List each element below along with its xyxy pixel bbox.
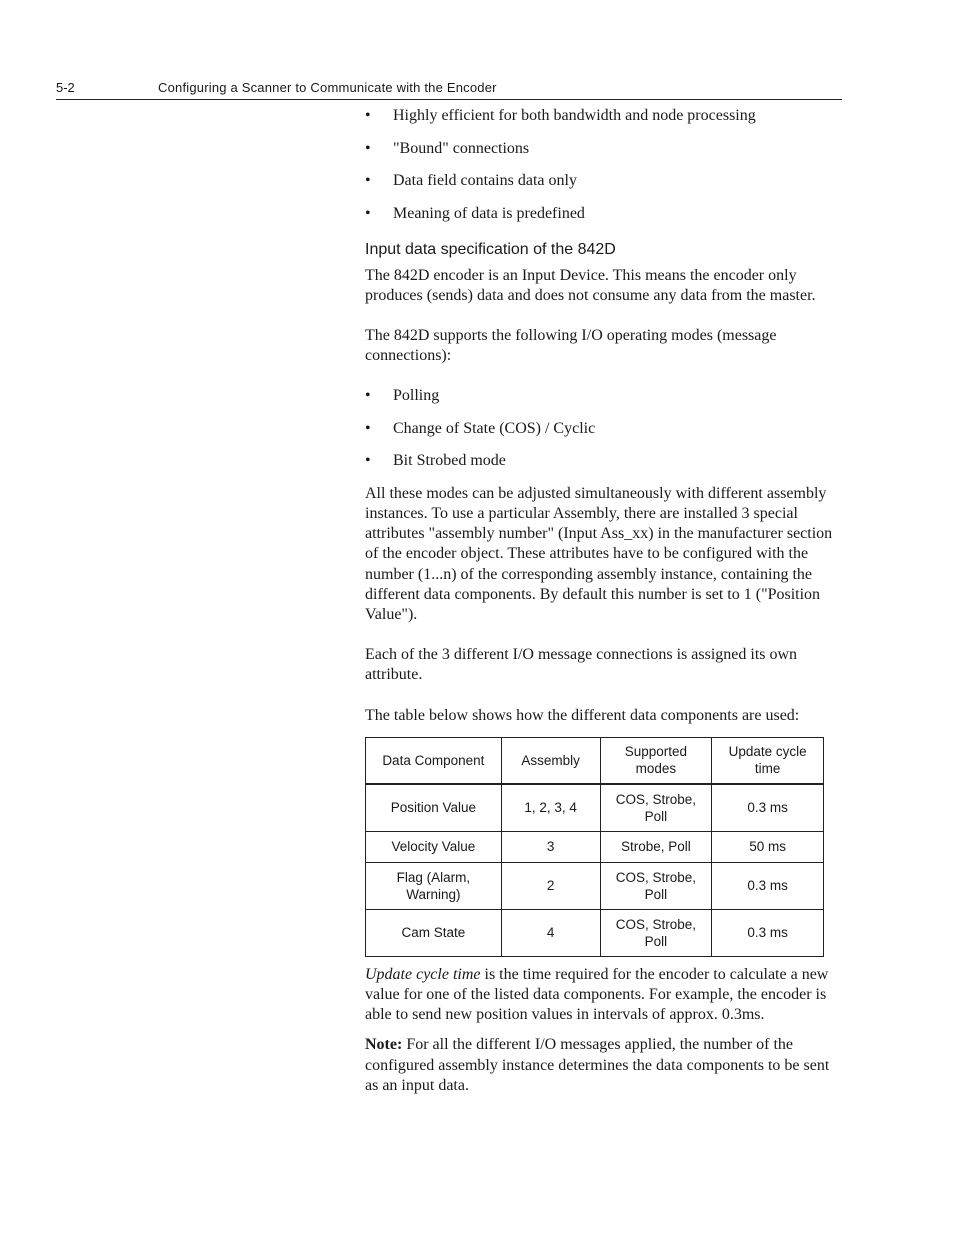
bullet-icon: •	[365, 452, 371, 470]
list-item: • Bit Strobed mode	[365, 452, 506, 470]
list-item: • Highly efficient for both bandwidth and node processing	[365, 107, 756, 124]
column-header: Update cycle time	[712, 737, 824, 784]
table-cell: Flag (Alarm, Warning)	[366, 862, 502, 909]
table-cell: 0.3 ms	[712, 909, 824, 956]
table-cell: COS, Strobe, Poll	[600, 862, 712, 909]
table-cell: Position Value	[366, 784, 502, 832]
bullet-icon: •	[365, 139, 371, 157]
update-cycle-term: Update cycle time	[365, 965, 481, 983]
modes-intro-paragraph: The 842D supports the following I/O operating modes (message connections):	[365, 326, 777, 365]
table-cell: Velocity Value	[366, 831, 502, 862]
table-cell: 50 ms	[712, 831, 824, 862]
table-cell: Cam State	[366, 909, 502, 956]
table-row	[366, 784, 824, 832]
table-cell: 0.3 ms	[712, 862, 824, 909]
list-item: • Change of State (COS) / Cyclic	[365, 419, 596, 437]
table-cell: 4	[501, 909, 600, 956]
intro-paragraph: The 842D encoder is an Input Device. This means the encoder only produces (sends) data and does not consume any data from the master.	[365, 266, 816, 304]
table-cell: COS, Strobe, Poll	[600, 909, 712, 956]
modes-paragraph: All these modes can be adjusted simultaneously with different assembly instances. To use a particular Assembly, there are installed 3 special attributes "assembly number" (Input Ass_xx) in the manufacturer section of the encoder object. These attributes have to be configured with the number (1...n) of the corresponding assembly instance, containing the different data components. By default this number is set to 1 ("Position Value").	[365, 484, 833, 624]
data-components-table	[365, 737, 824, 957]
list-item: • Meaning of data is predefined	[365, 204, 585, 222]
table-cell: 3	[501, 831, 600, 862]
feature-list	[365, 106, 843, 224]
table-row	[366, 909, 824, 956]
note-label: Note:	[365, 1036, 403, 1054]
main-content	[365, 106, 843, 1096]
list-item: • Data field contains data only	[365, 172, 577, 189]
column-header: Assembly	[501, 737, 600, 784]
note-text: For all the different I/O messages applied, the number of the configured assembly instance determines the data components to be sent as an input data.	[365, 1036, 830, 1094]
table-cell: 0.3 ms	[712, 784, 824, 832]
list-item: • "Bound" connections	[365, 139, 530, 157]
table-intro-paragraph: The table below shows how the different data components are used:	[365, 706, 800, 724]
column-header: Supported modes	[600, 737, 712, 784]
table-row	[366, 862, 824, 909]
update-cycle-text: is the time required for the encoder to calculate a new value for one of the listed data components. For example, the encoder is able to send new position values in intervals of approx. 0.3ms.	[365, 965, 829, 1024]
modes-list	[365, 386, 843, 471]
page-number: 5-2	[56, 80, 75, 95]
bullet-icon: •	[365, 419, 371, 437]
connections-paragraph: Each of the 3 different I/O message connections is assigned its own attribute.	[365, 646, 798, 684]
bullet-icon: •	[365, 172, 371, 189]
table-header-row	[366, 737, 824, 784]
page-header	[56, 79, 842, 100]
bullet-icon: •	[365, 107, 371, 124]
table-cell: COS, Strobe, Poll	[600, 784, 712, 832]
section-heading: Input data specification of the 842D	[365, 240, 616, 258]
table-cell: Strobe, Poll	[600, 831, 712, 862]
table-cell: 2	[501, 862, 600, 909]
list-item: • Polling	[365, 387, 440, 405]
column-header: Data Component	[366, 737, 502, 784]
bullet-icon: •	[365, 387, 371, 405]
bullet-icon: •	[365, 204, 371, 222]
note-paragraph	[365, 1035, 843, 1096]
update-cycle-paragraph	[365, 965, 843, 1026]
running-title: Configuring a Scanner to Communicate with the Encoder	[158, 80, 497, 95]
table-row	[366, 831, 824, 862]
table-cell: 1, 2, 3, 4	[501, 784, 600, 832]
